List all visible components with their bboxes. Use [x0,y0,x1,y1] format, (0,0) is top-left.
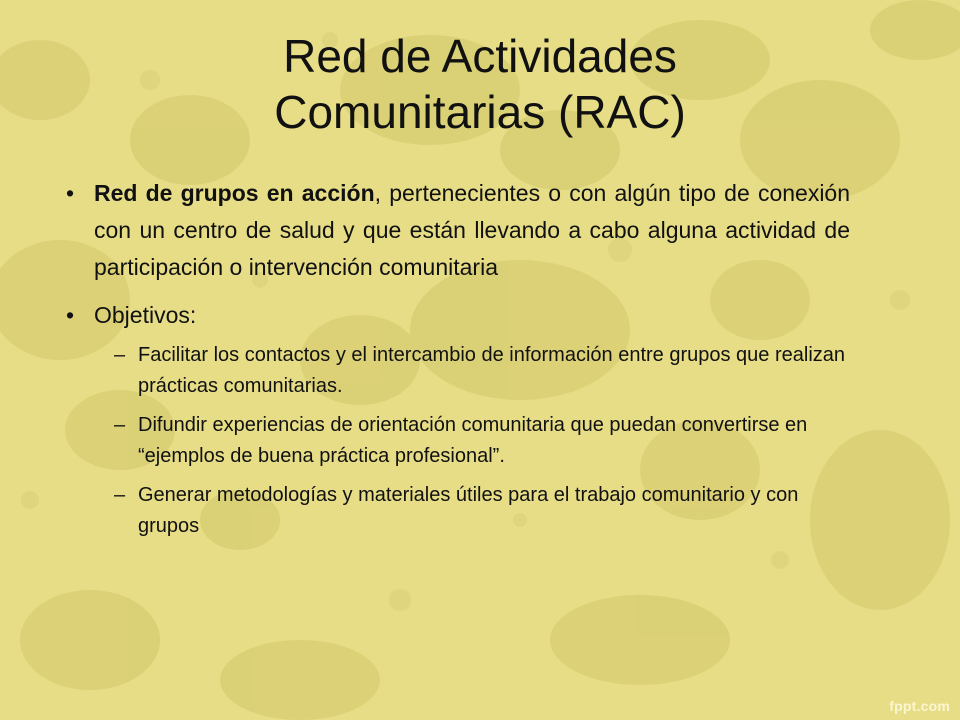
sub-bullet-text: Difundir experiencias de orientación comunitaria que puedan convertirse en “ejemplos de buena práctica profesional”. [138,414,808,467]
bullet-marker: • [65,302,75,328]
bullet-item [60,175,850,286]
sub-bullet-item [114,480,850,542]
sub-bullet-item [114,340,850,402]
bullet-item [60,297,850,334]
slide-title [120,28,840,140]
sub-bullet-text: Generar metodologías y materiales útiles para el trabajo comunitario y con grupos [138,484,799,537]
sub-bullet-marker: – [114,414,126,436]
bullet-marker: • [65,180,75,206]
bullet-text: Objetivos: [94,302,197,328]
title-line-1: Red de Actividades [283,30,677,82]
sub-bullet-list [60,340,850,542]
title-line-2: Comunitarias (RAC) [274,86,686,138]
watermark-logo: fppt.com [889,698,950,714]
sub-bullet-text: Facilitar los contactos y el intercambio de información entre grupos que realizan prácticas comunitarias. [138,344,846,397]
sub-bullet-marker: – [114,484,126,506]
bullet-text: , pertenecientes o con algún tipo de conexión con un centro de salud y que están llevando a cabo alguna actividad de participación o intervención comunitaria [94,180,851,280]
sub-bullet-marker: – [114,344,126,366]
sub-bullet-item [114,410,850,472]
bullet-bold-text: Red de grupos en acción [94,180,375,206]
slide-content [60,175,850,550]
